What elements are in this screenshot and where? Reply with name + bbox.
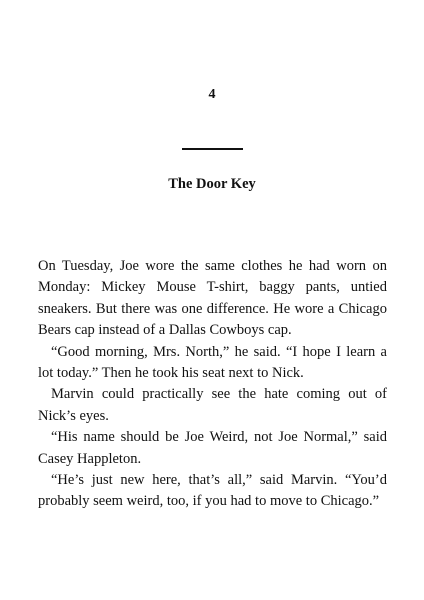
paragraph: “He’s just new here, that’s all,” said Marvin. “You’d probably seem weird, too, if you had to move to Chicago.” [38,472,387,510]
paragraph: “Good morning, Mrs. North,” he said. “I hope I learn a lot today.” Then he took his seat next to Nick. [38,343,387,382]
chapter-title: The Door Key [168,176,256,192]
paragraph: On Tuesday, Joe wore the same clothes he had worn on Monday: Mickey Mouse T-shirt, baggy pants, untied sneakers. But there was one difference. He wore a Chicago Bears cap instead of a Dallas Cowboys cap. [38,258,387,339]
chapter-number: 4 [208,87,216,102]
chapter-divider [182,148,243,150]
chapter-body [38,256,387,513]
paragraph: Marvin could practically see the hate coming out of Nick’s eyes. [38,386,387,424]
paragraph: “His name should be Joe Weird, not Joe Normal,” said Casey Happleton. [38,429,387,467]
